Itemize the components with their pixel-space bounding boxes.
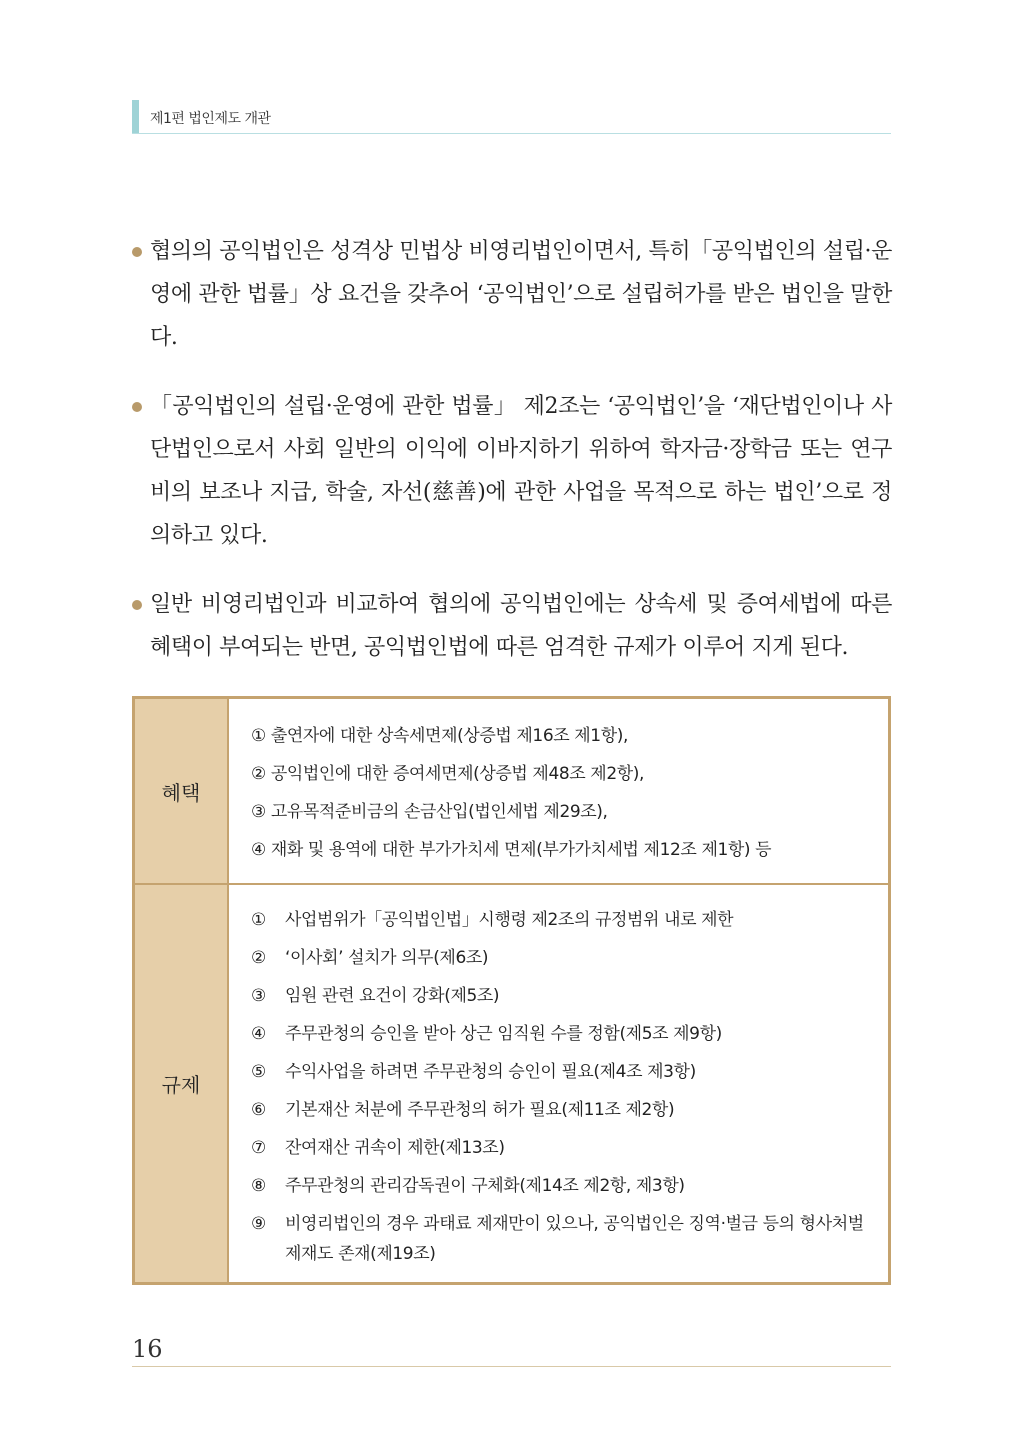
regulation-item <box>251 939 874 977</box>
item-number: ⑦ <box>251 1138 266 1158</box>
paragraph-text: 협의의 공익법인은 성격상 민법상 비영리법인이면서, 특히「공익법인의 설립·운영에 관한 법률」상 요건을 갖추어 ‘공익법인’으로 설립허가를 받은 법인을 말한다. <box>150 239 892 350</box>
item-number: ⑤ <box>251 1062 266 1082</box>
item-text: 임원 관련 요건이 강화(제5조) <box>285 986 500 1006</box>
benefit-item: ③ 고유목적준비금의 손금산입(법인세법 제29조), <box>251 802 608 822</box>
regulation-item <box>251 1167 874 1205</box>
item-text: 사업범위가「공익법인법」시행령 제2조의 규정범위 내로 제한 <box>285 910 734 930</box>
benefit-item: ① 출연자에 대한 상속세면제(상증법 제16조 제1항), <box>251 726 628 746</box>
benefit-item: ④ 재화 및 용역에 대한 부가가치세 면제(부가가치세법 제12조 제1항) 등 <box>251 840 772 860</box>
paragraph-text: 일반 비영리법인과 비교하여 협의에 공익법인에는 상속세 및 증여세법에 따른 혜택이 부여되는 반면, 공익법인법에 따른 엄격한 규제가 이루어 지게 된다. <box>150 592 892 660</box>
header-accent-bar <box>132 100 139 134</box>
body-paragraphs <box>132 230 892 695</box>
bullet-paragraph <box>132 583 892 669</box>
bullet-paragraph <box>132 385 892 557</box>
benefits-regulations-table <box>132 696 891 1285</box>
item-text: 잔여재산 귀속이 제한(제13조) <box>285 1138 505 1158</box>
header-rule <box>132 133 891 134</box>
paragraph-text: 「공익법인의 설립·운영에 관한 법률」 제2조는 ‘공익법인’을 ‘재단법인이나 사단법인으로서 사회 일반의 이익에 이바지하기 위하여 학자금·장학금 또는 연구비의 보조나 지급, 학술, 자선(慈善)에 관한 사업을 목적으로 하는 법인’으로 정의하고 있다. <box>150 394 892 548</box>
item-number: ① <box>251 910 266 930</box>
running-header <box>132 100 891 134</box>
regulation-item <box>251 1053 874 1091</box>
regulation-item <box>251 1091 874 1129</box>
regulations-row <box>135 885 888 1282</box>
item-text: 주무관청의 승인을 받아 상근 임직원 수를 정함(제5조 제9항) <box>285 1024 722 1044</box>
item-text: ‘이사회’ 설치가 의무(제6조) <box>285 948 489 968</box>
bullet-dot-icon <box>132 402 142 412</box>
item-text: 기본재산 처분에 주무관청의 허가 필요(제11조 제2항) <box>285 1100 675 1120</box>
item-number: ③ <box>251 986 266 1006</box>
regulations-list <box>251 901 874 1269</box>
page-number: 16 <box>132 1335 163 1363</box>
regulation-item <box>251 1205 874 1269</box>
page-footer <box>132 1335 891 1367</box>
regulation-item <box>251 1015 874 1053</box>
regulation-item <box>251 1129 874 1167</box>
regulations-label: 규제 <box>135 885 229 1282</box>
item-text: 주무관청의 관리감독권이 구체화(제14조 제2항, 제3항) <box>285 1176 685 1196</box>
benefits-list <box>251 717 874 869</box>
bullet-dot-icon <box>132 600 142 610</box>
item-number: ② <box>251 948 266 968</box>
footer-rule <box>132 1366 891 1367</box>
item-number: ④ <box>251 1024 266 1044</box>
regulation-item <box>251 901 874 939</box>
item-number: ⑧ <box>251 1176 266 1196</box>
bullet-dot-icon <box>132 247 142 257</box>
item-number: ⑥ <box>251 1100 266 1120</box>
bullet-paragraph <box>132 230 892 359</box>
item-number: ⑨ <box>251 1214 266 1234</box>
item-text: 수익사업을 하려면 주무관청의 승인이 필요(제4조 제3항) <box>285 1062 696 1082</box>
benefits-row <box>135 699 888 885</box>
benefit-item: ② 공익법인에 대한 증여세면제(상증법 제48조 제2항), <box>251 764 644 784</box>
chapter-title: 제1편 법인제도 개관 <box>150 111 271 127</box>
item-text: 비영리법인의 경우 과태료 제재만이 있으나, 공익법인은 징역·벌금 등의 형사처벌 제재도 존재(제19조) <box>285 1214 864 1264</box>
regulation-item <box>251 977 874 1015</box>
benefits-label: 혜택 <box>135 699 229 883</box>
